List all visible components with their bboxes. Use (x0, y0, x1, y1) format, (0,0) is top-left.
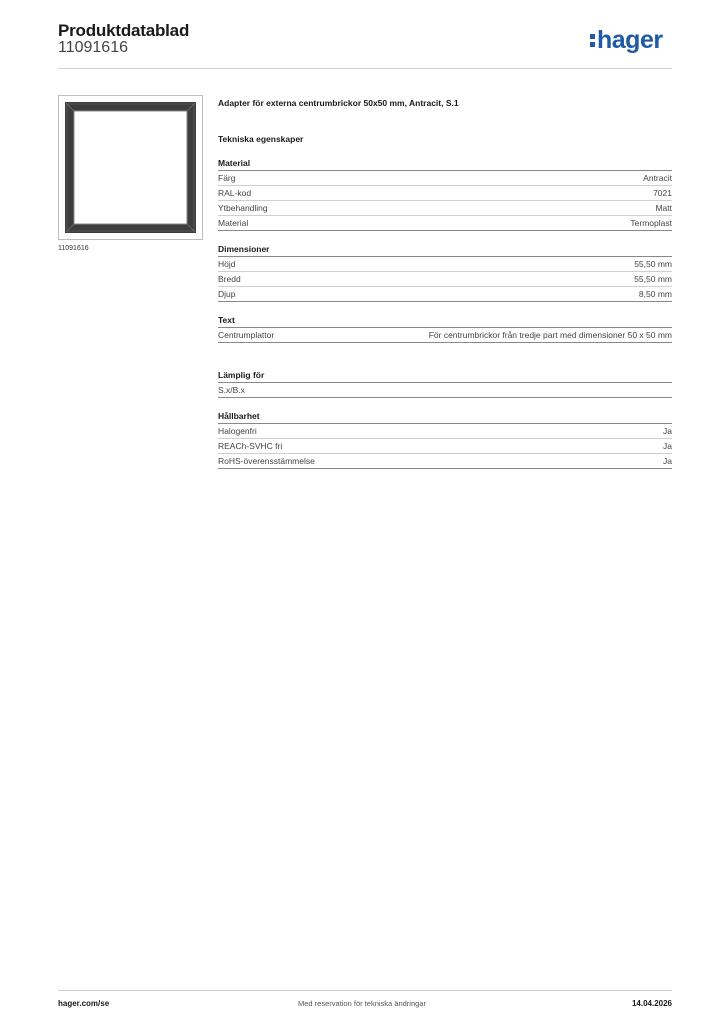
logo-text: hager (597, 26, 663, 54)
spec-value: Ja (663, 441, 672, 451)
spec-value: Antracit (643, 173, 672, 183)
footer-website: hager.com/se (58, 999, 110, 1008)
spec-value: 7021 (653, 188, 672, 198)
spec-value: Ja (663, 456, 672, 466)
spec-content (218, 95, 672, 469)
spec-group-material (218, 157, 672, 231)
spec-value: Termoplast (630, 218, 672, 228)
spec-row (218, 272, 672, 287)
spec-value: 55,50 mm (634, 274, 672, 284)
group-title: Text (218, 314, 672, 328)
spec-label: Höjd (218, 259, 236, 269)
spec-row (218, 171, 672, 186)
spec-row (218, 287, 672, 302)
spec-label: Material (218, 218, 249, 228)
footer-divider (58, 990, 672, 991)
product-image (63, 100, 198, 235)
spec-label: RoHS-överensstämmelse (218, 456, 315, 466)
spec-row (218, 454, 672, 469)
spec-row (218, 257, 672, 272)
group-title: Dimensioner (218, 243, 672, 257)
spec-group-dimensions (218, 243, 672, 302)
image-caption: 11091616 (58, 245, 89, 252)
spec-row (218, 383, 672, 398)
header-divider (58, 68, 672, 69)
spec-group-suitable-for (218, 369, 672, 398)
spec-label: REACh-SVHC fri (218, 441, 283, 451)
spec-label: S.x/B.x (218, 385, 245, 395)
spec-row (218, 439, 672, 454)
group-title: Hållbarhet (218, 410, 672, 424)
doc-title: Produktdatablad (58, 21, 190, 40)
spec-value: Ja (663, 426, 672, 436)
product-image-frame (58, 95, 203, 240)
spec-group-text (218, 314, 672, 343)
group-title: Lämplig för (218, 369, 672, 383)
footer-date: 14.04.2026 (631, 999, 672, 1008)
spec-row (218, 424, 672, 439)
spec-label: RAL-kod (218, 188, 252, 198)
spec-label: Ytbehandling (218, 203, 268, 213)
spec-row (218, 328, 672, 343)
spec-row (218, 216, 672, 231)
footer-disclaimer: Med reservation för tekniska ändringar (298, 999, 426, 1008)
spec-group-sustainability (218, 410, 672, 469)
spec-label: Färg (218, 173, 236, 183)
hager-logo (590, 25, 663, 55)
product-title: Adapter för externa centrumbrickor 50x50 mm, Antracit, S.1 (218, 98, 459, 108)
spec-value: Matt (655, 203, 672, 213)
group-title: Material (218, 157, 672, 171)
spec-row (218, 201, 672, 216)
spec-value: För centrumbrickor från tredje part med dimensioner 50 x 50 mm (428, 330, 672, 340)
logo-colon-icon (590, 26, 595, 48)
spec-value: 8,50 mm (638, 289, 672, 299)
spec-row (218, 186, 672, 201)
spec-label: Halogenfri (218, 426, 257, 436)
spec-label: Bredd (218, 274, 241, 284)
spec-value: 55,50 mm (634, 259, 672, 269)
section-heading: Tekniska egenskaper (218, 134, 304, 144)
spec-label: Djup (218, 289, 236, 299)
doc-number: 11091616 (58, 39, 128, 56)
spec-label: Centrumplattor (218, 330, 275, 340)
